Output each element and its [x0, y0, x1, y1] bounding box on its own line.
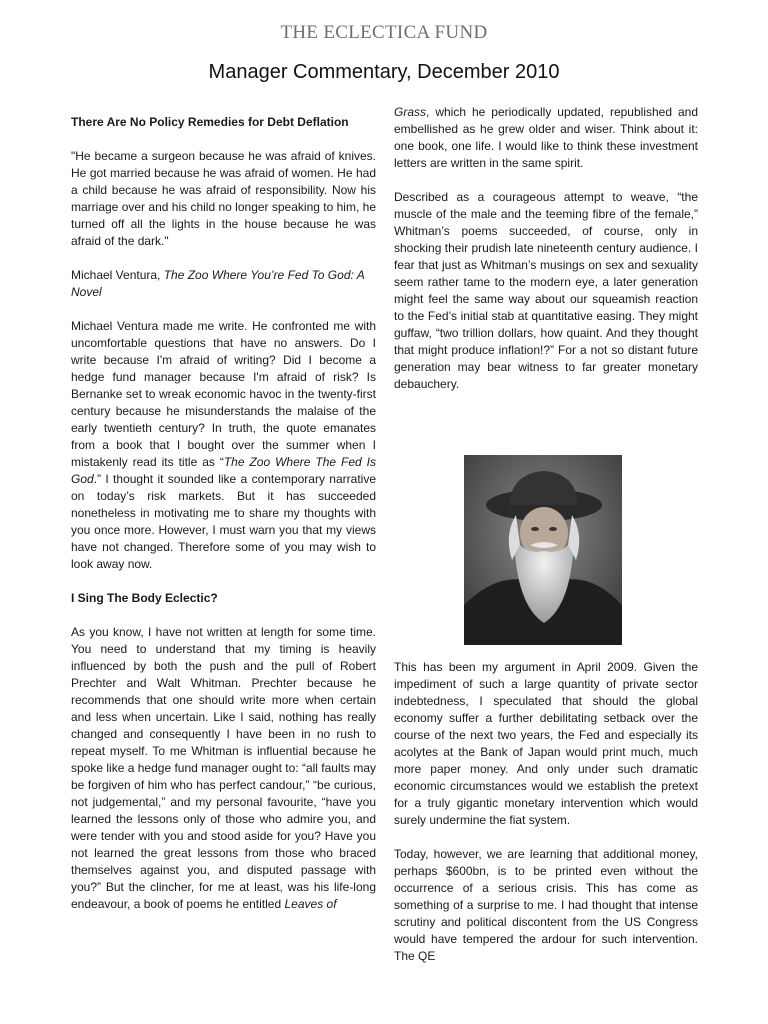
attribution-author: Michael Ventura,	[71, 268, 164, 282]
paragraph-600bn: Today, however, we are learning that additional money, perhaps $600bn, is to be printed even without the occurrence of a serious crisis. This has come as something of a surprise to me. I had thought that intense scrutiny and political discontent from the US Congress would have tempered the ardour for such intervention. The QE	[394, 847, 698, 963]
paragraph-april-2009: This has been my argument in April 2009. Given the impediment of such a large quantity of private sector indebtedness, I speculated that should the global economy suffer a further debilitating setback over the course of the next two years, the Fed and especially its acolytes at the Bank of Japan would print much, much more paper money. And only under such dramatic economic circumstances would we establish the pretext for a truly gigantic monetary intervention which would surely undermine the fiat system.	[394, 660, 698, 827]
paragraph-leaves-of-grass	[394, 104, 698, 172]
paragraph-prechter-whitman-text: As you know, I have not written at length for some time. You need to understand that my timing is heavily influenced by both the push and the pull of Robert Prechter and Walt Whitman. Prechter because he recommends that one should write more when certain and less when uncertain. Like I said, nothing has really changed and consequently I have been in no rush to repeat myself. To me Whitman is influential because he spoke like a hedge fund manager ought to: “all faults may be forgiven of him who has perfect candour,” “be curious, not judgemental,” and my personal favourite, “have you learned the lessons only of those who admire you, and were tender with you and stood aside for you? Have you not learned the great lessons from those who braced themselves against you, and disputed passage with you?” But the clincher, for me at least, was his life-long endeavour, a book of poems he entitled	[71, 625, 376, 911]
section-heading-debt-deflation: There Are No Policy Remedies for Debt Deflation	[71, 115, 349, 129]
right-column-top	[394, 104, 698, 410]
portrait-photo-icon	[464, 455, 622, 645]
paragraph-leaves-of-grass-text: , which he periodically updated, republished and embellished as he grew older and wiser. Think about it: one book, one life. I would like to think these investment letters are written in the same spirit.	[394, 105, 698, 170]
paragraph-ventura-text-b: .” I thought it sounded like a contemporary narrative on today’s risk markets. But it has succeeded nonetheless in motivating me to share my thoughts with you once more. However, I must warn you that my views have not changed. Therefore some of you may wish to look away now.	[71, 472, 376, 571]
misread-title: The Zoo Where The Fed Is God	[71, 455, 376, 486]
paragraph-ventura	[71, 318, 376, 573]
epigraph-quote: "He became a surgeon because he was afraid of knives. He got married because he was afraid of women. He had a child because he was afraid of responsibility. Now his marriage over and his child no longer speaking to him, he turned off all the lights in the house because he was afraid of the dark."	[71, 149, 376, 248]
whitman-portrait-photo	[464, 455, 622, 645]
leaves-of-grass-title-part1: Leaves of	[284, 897, 337, 911]
leaves-of-grass-title-part2: Grass	[394, 105, 427, 119]
paragraph-whitman-poems: Described as a courageous attempt to weave, “the muscle of the male and the teeming fibre of the female,” Whitman’s poems succeeded, of course, only in shocking their prudish late nineteenth century audience. I fear that just as Whitman’s musings on sex and sexuality seem rather tame to the modern eye, a later generation might feel the same way about our squeamish reaction to the Fed’s initial stab at quantitative easing. They might guffaw, “two trillion dollars, how quaint. And they thought that might produce inflation!?” For a not so distant future generation may bear witness to far greater monetary debauchery.	[394, 190, 698, 391]
paragraph-ventura-text-a: Michael Ventura made me write. He confronted me with uncomfortable questions that have no answers. Do I write because I'm afraid of writing? Did I become a hedge fund manager because I'm afraid of risk? Is Bernanke set to wreak economic havoc in the twenty-first century because he misunderstands the malaise of the early twentieth century? In truth, the quote emanates from a book that I bought over the summer when I mistakenly read its title as “	[71, 319, 376, 469]
left-column	[71, 114, 376, 930]
right-column-bottom	[394, 659, 698, 982]
section-heading-body-eclectic: I Sing The Body Eclectic?	[71, 591, 218, 605]
organization-name: THE ECLECTICA FUND	[280, 22, 488, 43]
attribution-book-title: The Zoo Where You’re Fed To God: A Novel	[71, 268, 365, 299]
paragraph-prechter-whitman	[71, 624, 376, 913]
quote-attribution	[71, 267, 376, 301]
page-title: Manager Commentary, December 2010	[208, 61, 560, 83]
